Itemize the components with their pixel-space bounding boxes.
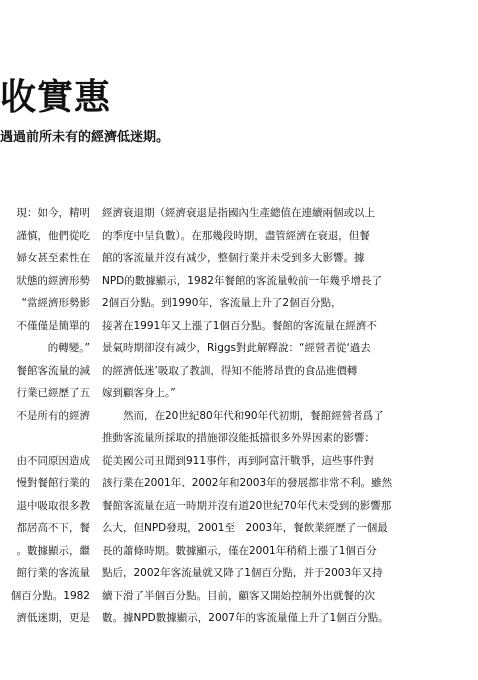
text-line: 經濟衰退期（經濟衰退是指國內生產總值在連續兩個或以上: [102, 207, 375, 219]
text-line: 續下滑了半個百分點。目前，顧客又開始控制外出就餐的次: [102, 589, 375, 602]
text-line: 數。據NPD數據顯示，2007年的客流量僅上升了1個百分點。: [102, 612, 389, 624]
text-line: 點后，2002年客流量就又降了1個百分點，并于2003年又持: [102, 567, 383, 579]
text-line: 然而，在20世紀80年代和90年代初期，餐館經營者爲了: [102, 409, 384, 422]
text-line: 都居高不下，餐: [16, 522, 90, 534]
text-line: 不是所有的經濟: [16, 409, 90, 422]
text-line: 個百分點。1982: [10, 589, 90, 602]
left-paragraph-1: [0, 202, 90, 427]
text-line: 景氣時期卻沒有减少，Riggs對此解釋說：“經營者從‘過去: [102, 342, 371, 354]
text-line: 。數據顯示，繼: [16, 544, 90, 557]
text-line: 不僅僅是簡單的: [16, 319, 90, 332]
text-line: 該行業在2001年、2002年和2003年的發展都非常不利。雖然: [102, 477, 393, 489]
text-line: 現：如今，精明: [16, 207, 90, 219]
text-line: 由不同原因造成: [16, 454, 90, 467]
text-line: 的經濟低迷’吸取了教訓，得知不能將昂貴的食品進價轉: [102, 364, 358, 377]
text-line: 接著在1991年又上漲了1個百分點。餐館的客流量在經濟不: [102, 319, 377, 332]
left-paragraph-2: [0, 450, 90, 630]
text-line: 濟低迷期，更是: [16, 612, 90, 624]
article-subtitle: 遇過前所未有的經濟低迷期。: [0, 130, 170, 145]
text-line: 行業已經歷了五: [16, 387, 90, 399]
text-line: 的轉變。”: [47, 342, 90, 354]
text-line: 2個百分點。到1990年，客流量上升了2個百分點，: [102, 297, 342, 309]
text-line: 嫁到顧客身上。”: [102, 387, 176, 399]
text-line: 謹慎，他們從吃: [16, 229, 90, 242]
text-line: 退中吸取很多教: [16, 499, 90, 512]
text-line: 餐館客流量的減: [16, 364, 90, 377]
right-paragraph-1: [102, 202, 422, 405]
paragraph-gap: [0, 427, 90, 450]
right-paragraph-2: [102, 405, 422, 630]
right-text-column: [102, 202, 422, 630]
text-line: 推動客流量所採取的措施卻沒能抵擋很多外界因素的影響：: [102, 432, 375, 444]
text-line: 婦女甚至素性在: [16, 252, 90, 264]
text-line: 館行業的客流量: [16, 567, 90, 579]
text-line: 狀態的經濟形勢: [16, 274, 90, 287]
text-line: 慢對餐館行業的: [16, 477, 90, 489]
text-line: 么大，但NPD發現，2001至 2003年，餐飲業經歷了一個最: [102, 522, 388, 534]
text-line: NPD的數據顯示，1982年餐館的客流量較前一年幾乎增長了: [102, 274, 382, 287]
article-title: 收實惠: [0, 77, 112, 118]
text-line: 餐館客流量在這一時期并沒有道20世紀70年代末受到的影響那: [102, 499, 392, 512]
text-line: 長的蕭條時期。數據顯示，僅在2001年稍稍上漲了1個百分: [102, 544, 377, 557]
text-line: 的季度中呈負數）。在那幾段時期，盡管經濟在衰退，但餐: [102, 229, 370, 242]
text-line: 從美國公司丑聞到911事件，再到阿富汗戰爭，這些事件對: [102, 454, 375, 467]
left-text-column: [0, 202, 90, 630]
text-line: 館的客流量并沒有减少，整個行業并未受到多大影響。據: [102, 252, 365, 264]
text-line: “當經濟形勢影: [21, 297, 90, 309]
